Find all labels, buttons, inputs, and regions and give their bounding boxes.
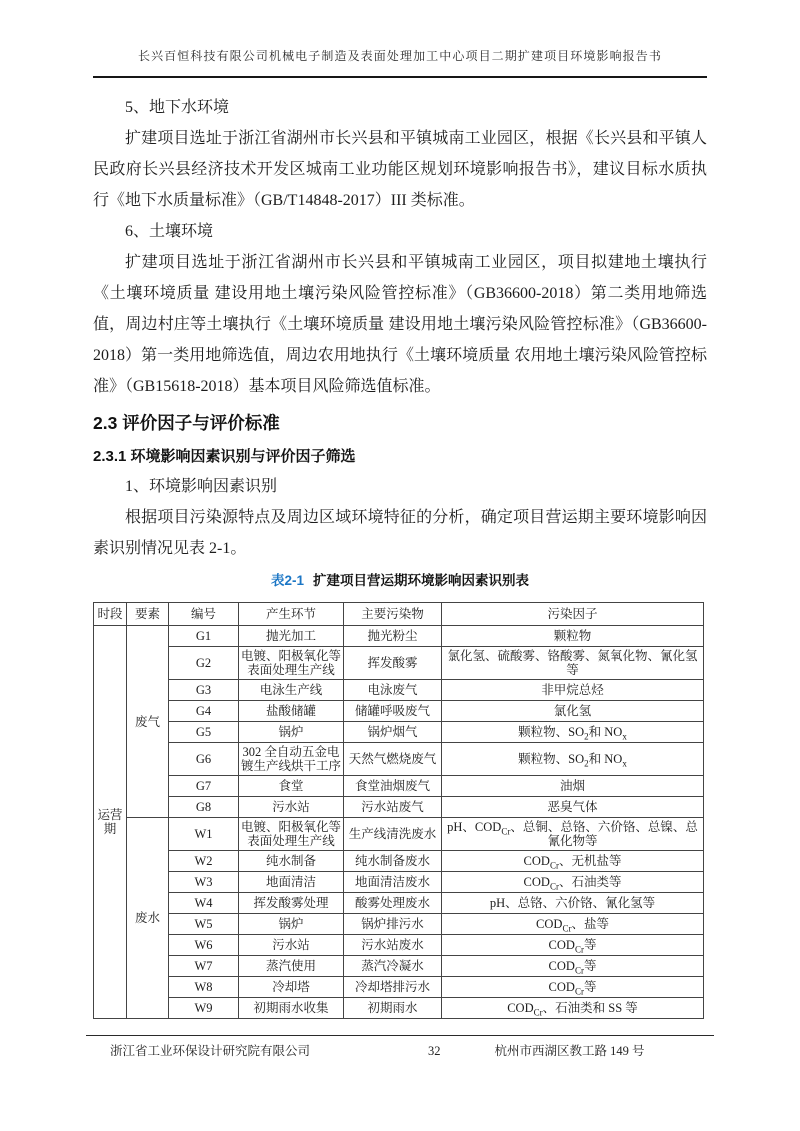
factor-cell: 颗粒物、$SO_2$和 $NO_x$ (442, 722, 704, 743)
factor-cell: $COD_{Cr}$等 (442, 977, 704, 998)
factor-cell: $COD_{Cr}$等 (442, 935, 704, 956)
pollutant-cell: 蒸汽冷凝水 (344, 956, 442, 977)
column-header: 主要污染物 (344, 603, 442, 626)
footer-page-number: 32 (428, 1044, 441, 1058)
code-cell: G4 (169, 701, 239, 722)
process-cell: 302 全自动五金电镀生产线烘干工序 (239, 743, 344, 776)
code-cell: W6 (169, 935, 239, 956)
period-cell: 运营期 (94, 626, 127, 1019)
pollutant-cell: 挥发酸雾 (344, 647, 442, 680)
table-header-row (94, 603, 704, 626)
code-cell: W3 (169, 872, 239, 893)
pollutant-cell: 天然气燃烧废气 (344, 743, 442, 776)
table-row (94, 956, 704, 977)
code-cell: W1 (169, 818, 239, 851)
factor-cell: $COD_{Cr}$、无机盐等 (442, 851, 704, 872)
table-row (94, 776, 704, 797)
pollutant-cell: 酸雾处理废水 (344, 893, 442, 914)
factor-cell: $COD_{Cr}$、盐等 (442, 914, 704, 935)
process-cell: 锅炉 (239, 914, 344, 935)
paragraph-factor-identification: 根据项目污染源特点及周边区域环境特征的分析，确定项目营运期主要环境影响因素识别情况见表 2-1。 (93, 509, 707, 557)
code-cell: W5 (169, 914, 239, 935)
factor-cell: $COD_{Cr}$、石油类等 (442, 872, 704, 893)
table-row (94, 797, 704, 818)
table-row (94, 647, 704, 680)
factor-cell: $COD_{Cr}$、石油类和 SS 等 (442, 998, 704, 1019)
pollutant-cell: 污水站废水 (344, 935, 442, 956)
factor-cell: 油烟 (442, 776, 704, 797)
page-footer (86, 1035, 714, 1059)
pollutant-cell: 冷却塔排污水 (344, 977, 442, 998)
pollutant-cell: 电泳废气 (344, 680, 442, 701)
element-cell: 废水 (127, 818, 169, 1019)
factor-cell: 颗粒物、$SO_2$和 $NO_x$ (442, 743, 704, 776)
subheading-groundwater: 5、地下水环境 (125, 99, 230, 116)
factor-cell: 非甲烷总烃 (442, 680, 704, 701)
table-row (94, 603, 704, 626)
process-cell: 抛光加工 (239, 626, 344, 647)
code-cell: G2 (169, 647, 239, 680)
column-header: 时段 (94, 603, 127, 626)
code-cell: G6 (169, 743, 239, 776)
footer-company: 浙江省工业环保设计研究院有限公司 (110, 1044, 311, 1058)
subheading-soil: 6、土壤环境 (125, 223, 214, 240)
paragraph-soil: 扩建项目选址于浙江省湖州市长兴县和平镇城南工业园区，项目拟建地土壤执行《土壤环境质量 建设用地土壤污染风险管控标准》（GB36600-2018）第二类用地筛选值，周边村庄等土壤执行《土壤环境质量 建设用地土壤污染风险管控标准》（GB36600-2018）第一类用地筛选值，周边农用地执行《土壤环境质量 农用地土壤污染风险管控标准》（GB15618-2018）基本项目风险筛选值标准。 (93, 254, 707, 395)
process-cell: 冷却塔 (239, 977, 344, 998)
process-cell: 地面清洁 (239, 872, 344, 893)
code-cell: G3 (169, 680, 239, 701)
page-header (93, 0, 707, 78)
table-caption-label: 表2-1 (270, 573, 304, 588)
table-caption-title: 扩建项目营运期环境影响因素识别表 (313, 573, 529, 588)
factor-cell: 氯化氢 (442, 701, 704, 722)
pollutant-cell: 抛光粉尘 (344, 626, 442, 647)
paragraph-groundwater: 扩建项目选址于浙江省湖州市长兴县和平镇城南工业园区，根据《长兴县和平镇人民政府长兴县经济技术开发区城南工业功能区规划环境影响报告书》，建议目标水质执行《地下水质量标准》（GB/T14848-2017）III 类标准。 (93, 130, 707, 209)
code-cell: G7 (169, 776, 239, 797)
table-row (94, 914, 704, 935)
factor-cell: 颗粒物 (442, 626, 704, 647)
table-row (94, 977, 704, 998)
process-cell: 污水站 (239, 935, 344, 956)
code-cell: W2 (169, 851, 239, 872)
table-row (94, 935, 704, 956)
report-title: 长兴百恒科技有限公司机械电子制造及表面处理加工中心项目二期扩建项目环境影响报告书 (137, 49, 662, 63)
table-row (94, 872, 704, 893)
table-row (94, 851, 704, 872)
table-row (94, 701, 704, 722)
code-cell: W7 (169, 956, 239, 977)
page-content (93, 92, 707, 1019)
table-caption (93, 566, 707, 596)
table-row (94, 893, 704, 914)
column-header: 污染因子 (442, 603, 704, 626)
column-header: 要素 (127, 603, 169, 626)
table-row (94, 743, 704, 776)
environmental-factor-table (93, 602, 704, 1019)
code-cell: G8 (169, 797, 239, 818)
pollutant-cell: 储罐呼吸废气 (344, 701, 442, 722)
pollutant-cell: 地面清洁废水 (344, 872, 442, 893)
pollutant-cell: 污水站废气 (344, 797, 442, 818)
pollutant-cell: 纯水制备废水 (344, 851, 442, 872)
code-cell: G5 (169, 722, 239, 743)
factor-cell: pH、总铬、六价铬、氰化氢等 (442, 893, 704, 914)
process-cell: 初期雨水收集 (239, 998, 344, 1019)
item-heading-factor-identification: 1、环境影响因素识别 (125, 478, 278, 495)
pollutant-cell: 锅炉烟气 (344, 722, 442, 743)
process-cell: 盐酸储罐 (239, 701, 344, 722)
process-cell: 电镀、阳极氧化等表面处理生产线 (239, 647, 344, 680)
column-header: 编号 (169, 603, 239, 626)
column-header: 产生环节 (239, 603, 344, 626)
code-cell: G1 (169, 626, 239, 647)
factor-cell: $COD_{Cr}$等 (442, 956, 704, 977)
table-row (94, 998, 704, 1019)
pollutant-cell: 生产线清洗废水 (344, 818, 442, 851)
process-cell: 挥发酸雾处理 (239, 893, 344, 914)
process-cell: 污水站 (239, 797, 344, 818)
process-cell: 食堂 (239, 776, 344, 797)
table-row (94, 626, 704, 647)
process-cell: 电镀、阳极氧化等表面处理生产线 (239, 818, 344, 851)
element-cell: 废气 (127, 626, 169, 818)
code-cell: W9 (169, 998, 239, 1019)
factor-cell: pH、$COD_{Cr}$、总铜、总铬、六价铬、总镍、总氰化物等 (442, 818, 704, 851)
pollutant-cell: 食堂油烟废气 (344, 776, 442, 797)
code-cell: W8 (169, 977, 239, 998)
table-row (94, 722, 704, 743)
footer-address: 杭州市西湖区教工路 149 号 (494, 1044, 645, 1058)
process-cell: 锅炉 (239, 722, 344, 743)
process-cell: 蒸汽使用 (239, 956, 344, 977)
factor-cell: 恶臭气体 (442, 797, 704, 818)
subsection-heading-2-3-1: 2.3.1 环境影响因素识别与评价因子筛选 (93, 448, 356, 465)
section-heading-2-3: 2.3 评价因子与评价标准 (93, 413, 280, 433)
code-cell: W4 (169, 893, 239, 914)
factor-cell: 氯化氢、硫酸雾、铬酸雾、氮氧化物、氰化氢等 (442, 647, 704, 680)
process-cell: 纯水制备 (239, 851, 344, 872)
pollutant-cell: 锅炉排污水 (344, 914, 442, 935)
table-row (94, 680, 704, 701)
process-cell: 电泳生产线 (239, 680, 344, 701)
pollutant-cell: 初期雨水 (344, 998, 442, 1019)
table-body (94, 626, 704, 1019)
table-row (94, 818, 704, 851)
